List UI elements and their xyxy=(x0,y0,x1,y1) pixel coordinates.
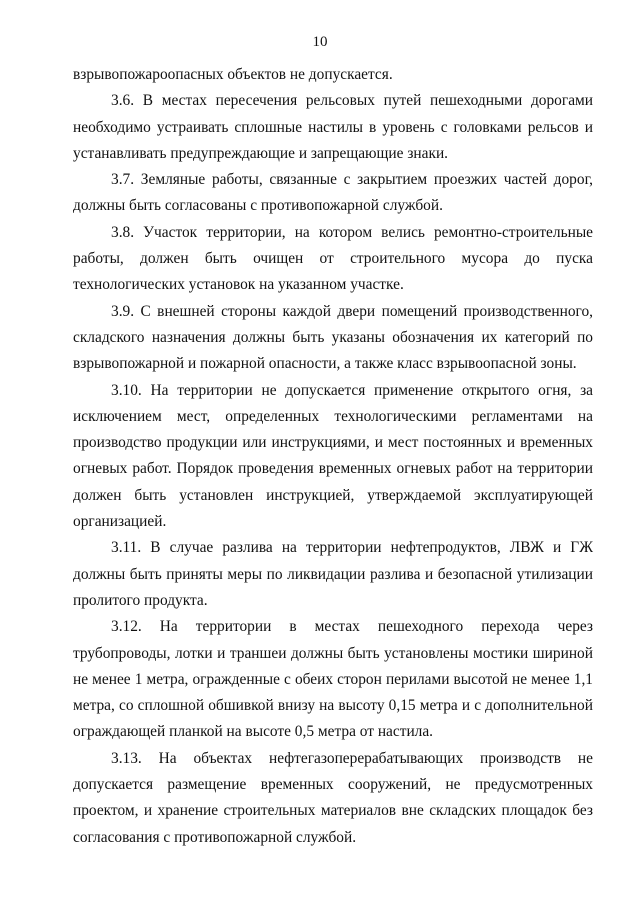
paragraph-3-7: 3.7. Земляные работы, связанные с закрытием проезжих частей дорог, должны быть согласованы с противопожарной службой. xyxy=(73,171,593,215)
paragraph-3-11: 3.11. В случае разлива на территории нефтепродуктов, ЛВЖ и ГЖ должны быть приняты меры по ликвидации разлива и безопасной утилизации пролитого продукта. xyxy=(73,539,593,609)
document-body xyxy=(73,62,593,851)
paragraph-3-6: 3.6. В местах пересечения рельсовых путей пешеходными дорогами необходимо устраивать сплошные настилы в уровень с головками рельсов и устанавливать предупреждающие и запрещающие знаки. xyxy=(73,92,593,162)
paragraph-3-10: 3.10. На территории не допускается применение открытого огня, за исключением мест, определенных технологическими регламентами на производство продукции или инструкциями, и мест постоянных и временных огневых работ. Порядок проведения временных огневых работ на территории должен быть установлен инструкцией, утверждаемой эксплуатирующей организацией. xyxy=(73,381,593,531)
page-number: 10 xyxy=(312,34,328,50)
paragraph-3-8: 3.8. Участок территории, на котором велись ремонтно-строительные работы, должен быть очищен от строительного мусора до пуска технологических установок на указанном участке. xyxy=(73,223,593,294)
paragraph-continuation: взрывопожароопасных объектов не допускается. xyxy=(73,66,393,83)
paragraph-3-9: 3.9. С внешней стороны каждой двери помещений производственного, складского назначения должны быть указаны обозначения их категорий по взрывопожарной и пожарной опасности, а также класс взрывоопасной зоны. xyxy=(73,302,593,373)
paragraph-3-12: 3.12. На территории в местах пешеходного перехода через трубопроводы, лотки и траншеи должны быть установлены мостики шириной не менее 1 метра, огражденные с обеих сторон перилами высотой не менее 1,1 метра, со сплошной обшивкой внизу на высоту 0,15 метра и с дополнительной ограждающей планкой на высоте 0,5 метра от настила. xyxy=(73,618,593,741)
paragraph-3-13: 3.13. На объектах нефтегазоперерабатывающих производств не допускается размещение временных сооружений, не предусмотренных проектом, и хранение строительных материалов вне складских площадок без согласования с противопожарной службой. xyxy=(73,749,593,846)
